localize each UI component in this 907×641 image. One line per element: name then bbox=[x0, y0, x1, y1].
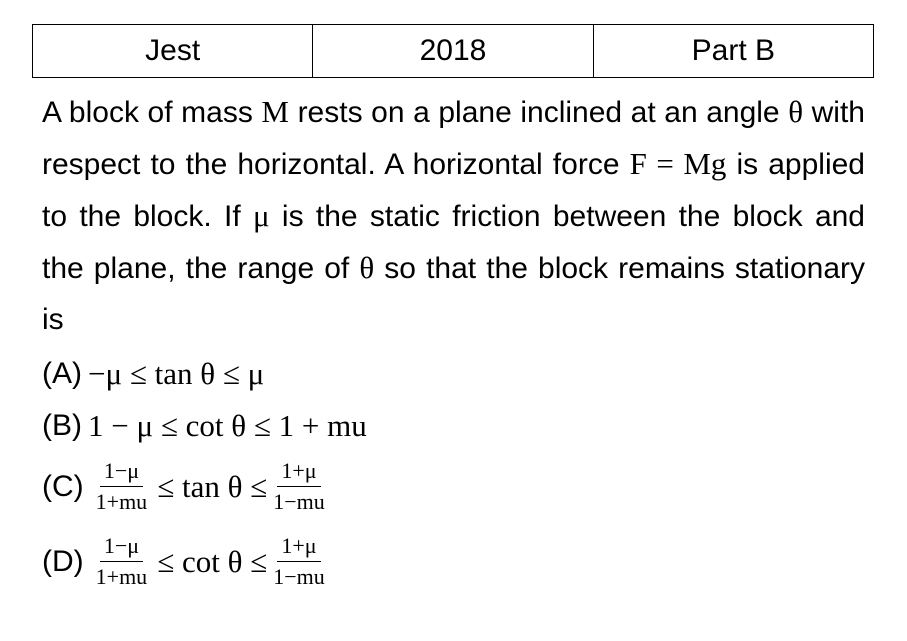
fraction-denominator: 1+mu bbox=[95, 564, 148, 589]
fraction-numerator: 1−μ bbox=[100, 458, 143, 487]
option-b[interactable] bbox=[42, 408, 367, 444]
question-text bbox=[42, 86, 865, 345]
fraction-denominator: 1+mu bbox=[95, 489, 148, 514]
mu-symbol: μ bbox=[252, 198, 270, 233]
mass-symbol: M bbox=[261, 94, 289, 129]
exam-name-cell: Jest bbox=[33, 25, 313, 78]
fraction-numerator: 1−μ bbox=[100, 533, 143, 562]
option-c-label: (C) bbox=[42, 469, 84, 503]
theta-symbol: θ bbox=[359, 250, 375, 285]
theta-symbol: θ bbox=[788, 94, 804, 129]
option-b-expression: 1 − μ ≤ cot θ ≤ 1 + mu bbox=[88, 408, 367, 443]
exam-part-cell: Part B bbox=[593, 25, 873, 78]
option-c-inequality: ≤ tan θ ≤ bbox=[157, 468, 268, 504]
header-row bbox=[33, 25, 874, 78]
question-segment: A block of mass bbox=[42, 96, 262, 129]
fraction-numerator: 1+μ bbox=[277, 533, 320, 562]
header-table bbox=[32, 24, 874, 78]
option-c-right-fraction bbox=[269, 458, 329, 515]
fraction-denominator: 1−mu bbox=[273, 564, 325, 589]
force-equation: F = Mg bbox=[629, 146, 727, 181]
exam-year-cell: 2018 bbox=[313, 25, 593, 78]
fraction-numerator: 1+μ bbox=[277, 458, 320, 487]
option-d-right-fraction bbox=[269, 533, 329, 590]
question-segment: is applied to the block. If bbox=[42, 148, 865, 233]
option-d[interactable] bbox=[42, 533, 335, 590]
option-a-label: (A) bbox=[42, 357, 82, 390]
question-segment: is the static friction between the block and the plane, the range of bbox=[42, 200, 865, 285]
option-c-left-fraction bbox=[92, 458, 152, 515]
option-a-expression: −μ ≤ tan θ ≤ μ bbox=[88, 356, 265, 391]
question-segment: rests on a plane inclined at an angle bbox=[288, 96, 789, 129]
option-d-inequality: ≤ cot θ ≤ bbox=[157, 543, 268, 579]
option-b-label: (B) bbox=[42, 409, 82, 442]
question-segment: with respect to the horizontal. A horizontal force bbox=[42, 96, 865, 181]
option-d-left-fraction bbox=[92, 533, 152, 590]
option-a[interactable] bbox=[42, 356, 264, 392]
question-segment: so that the block remains stationary is bbox=[42, 252, 865, 336]
option-c[interactable] bbox=[42, 458, 335, 515]
fraction-denominator: 1−mu bbox=[273, 489, 325, 514]
option-d-label: (D) bbox=[42, 544, 84, 578]
